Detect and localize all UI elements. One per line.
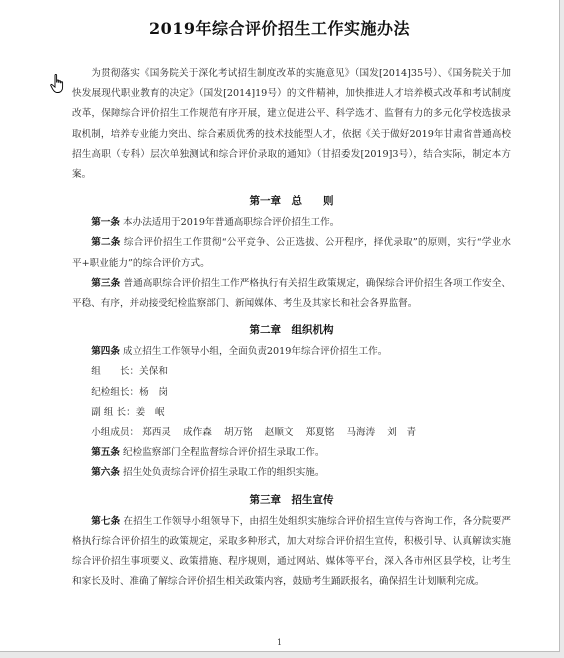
group-members (72, 423, 511, 443)
page-number: 1 (276, 638, 283, 647)
hand-cursor-icon (50, 74, 66, 94)
article-2 (72, 233, 511, 273)
article-6 (72, 463, 511, 483)
role-title: 组 长： (91, 366, 140, 378)
document-title: 2019年综合评价招生工作实施办法 (148, 19, 411, 38)
article-7 (72, 512, 511, 593)
member-name: 郑西灵 (142, 427, 171, 439)
member-name: 刘 青 (387, 427, 417, 439)
article-1 (72, 213, 511, 233)
document-body (72, 64, 511, 592)
role-title: 纪检组长： (91, 386, 140, 398)
article-label: 第四条 (91, 346, 120, 358)
chapter-2-heading: 第二章 组织机构 (249, 324, 334, 337)
article-label: 第五条 (91, 447, 120, 459)
role-title: 副 组 长： (91, 406, 136, 418)
article-text: 普通高职综合评价招生工作严格执行有关招生政策规定，确保综合评价招生各项工作安全、平稳、有序，并动接受纪检监察部门、新闻媒体、考生及其家长和社会各界监督。 (72, 277, 511, 310)
article-text: 纪检监察部门全程监督综合评价招生录取工作。 (123, 447, 325, 459)
article-text: 本办法适用于2019年普通高职综合评价招生工作。 (123, 217, 340, 229)
member-name: 成作森 (183, 427, 212, 439)
role-leader (72, 362, 511, 382)
member-name: 胡万铭 (223, 427, 253, 439)
article-label: 第七条 (91, 515, 121, 527)
article-text: 招生处负责综合评价招生录取工作的组织实施。 (123, 467, 325, 479)
member-name: 马海涛 (346, 427, 376, 439)
members-label: 小组成员： (91, 427, 140, 439)
role-person: 关保和 (139, 366, 168, 378)
role-deputy-leader (72, 403, 511, 423)
member-name: 郑夏铭 (305, 427, 335, 439)
role-person: 杨 岗 (139, 386, 168, 398)
article-text: 成立招生工作领导小组，全面负责2019年综合评价招生工作。 (123, 346, 388, 358)
article-label: 第六条 (91, 467, 120, 479)
chapter-1-heading: 第一章 总 则 (249, 195, 334, 208)
role-discipline-leader (72, 383, 511, 403)
article-label: 第二条 (91, 237, 121, 249)
article-3 (72, 274, 511, 314)
article-label: 第一条 (91, 217, 120, 229)
member-name: 赵顺文 (264, 427, 294, 439)
article-4 (72, 342, 511, 362)
role-person: 姜 岷 (135, 406, 165, 418)
article-label: 第三条 (91, 277, 121, 289)
article-5 (72, 443, 511, 463)
chapter-3-heading: 第三章 招生宣传 (249, 493, 334, 506)
article-text: 在招生工作领导小组领导下，由招生处组织实施综合评价招生宣传与咨询工作，各分院要严格执行综合评价招生的政策规定，采取多种形式，加大对综合评价招生宣传，积极引导、认真解读实施综合评价招生事项要义、政策措施、程序规则，通过网站、媒体等平台，深入各市州区县学校，让考生和家长及时、准确了解综合评价招生相关政策内容，鼓励考生踊跃报名，确保招生计划顺利完成。 (72, 515, 511, 588)
intro-paragraph: 为贯彻落实《国务院关于深化考试招生制度改革的实施意见》（国发[2014]35号）、《国务院关于加快发展现代职业教育的决定》（国发[2014]19号）的文件精神，加快推进人才培养模式改革和考试制度改革，保障综合评价招生工作规范有序开展，建立促进公平、科学选才、监督有力的多元化学校选拔录取机制，培养专业能力突出、综合素质优秀的技术技能型人才，依据《关于做好2019年甘肃省普通高校招生高职（专科）层次单独测试和综合评价录取的通知》（甘招委发[2019]3号），结合实际，制定本方案。 (72, 68, 511, 181)
article-text: 综合评价招生工作贯彻“公平竞争、公正选拔、公开程序，择优录取”的原则，实行“学业水平+职业能力”的综合评价方式。 (72, 237, 511, 269)
